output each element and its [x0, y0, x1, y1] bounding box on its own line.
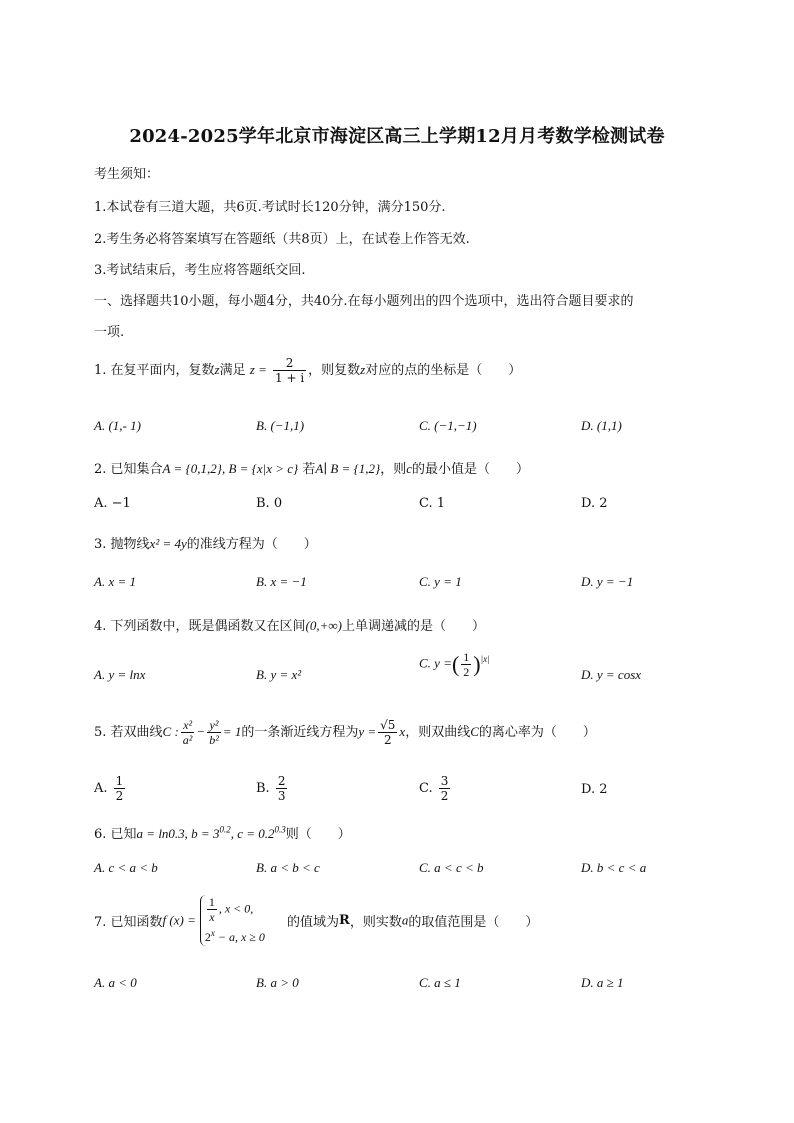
q3-option-a: A. x = 1 — [94, 574, 136, 589]
q4-option-a: A. y = lnx — [94, 667, 146, 682]
page-title: 2024-2025学年北京市海淀区高三上学期12月月考数学检测试卷 — [129, 126, 665, 147]
q1-option-b: B. (−1,1) — [256, 418, 305, 433]
question-2: 2. 已知集合A = {0,1,2}, B = {x|x > c} 若A∣ B = {1,2}，则c的最小值是（ ） — [94, 461, 530, 477]
q6-option-c: C. a < c < b — [419, 860, 484, 875]
q3-option-c: C. y = 1 — [419, 574, 462, 589]
notice-item-3: 3.考试结束后，考生应将答题纸交回. — [94, 263, 306, 278]
q7-option-d: D. a ≥ 1 — [581, 975, 624, 990]
fraction: $\frac{2}{1 + i}$ — [275, 356, 305, 385]
q1-option-d: D. (1,1) — [581, 418, 622, 433]
q3-option-d: D. y = −1 — [581, 574, 634, 589]
q4-option-c: C. y =( $\frac{1}{2}$ )$^{|x|}$ — [419, 650, 490, 679]
q6-option-b: B. a < b < c — [256, 860, 320, 875]
q2-option-d: D. 2 — [581, 496, 608, 511]
piecewise-cases: $\frac{1}{x}$ , x < 0, $2^x - a$, x ≥ 0 — [200, 895, 265, 946]
q2-option-b: B. 0 — [256, 496, 283, 511]
notice-item-2: 2.考生务必将答案填写在答题纸（共8页）上，在试卷上作答无效. — [94, 232, 470, 247]
q5-option-a: A. $\frac{1}{2}$ — [94, 774, 124, 803]
q7-option-a: A. a < 0 — [94, 975, 137, 990]
q5-option-b: B. $\frac{2}{3}$ — [256, 774, 286, 803]
question-5: 5. 若双曲线C : $\frac{\text{x²}}{\text{a²}}$ − $\frac{\text{y²}}{\text{b²}}$ = 1的一条渐近线方程为y = $\frac{√5}{2}$ x，则双曲线C的离心率为（ ） — [94, 718, 596, 747]
notice-heading: 考生须知： — [94, 167, 160, 182]
notice-item-1: 1.本试卷有三道大题，共6页.考试时长120分钟，满分150分. — [94, 200, 446, 215]
question-4: 4. 下列函数中，既是偶函数又在区间(0,+∞)上单调递减的是（ ） — [94, 618, 486, 634]
question-3: 3. 抛物线x² = 4y的准线方程为（ ） — [94, 536, 317, 552]
q4-option-d: D. y = cosx — [581, 667, 642, 682]
q7-option-c: C. a ≤ 1 — [419, 975, 461, 990]
question-7: 7. 已知函数f (x) = $\frac{1}{x}$ , x < 0, $2^x - a$, x ≥ 0 的值域为R，则实数a的取值范围是（ ） — [94, 895, 539, 944]
q1-option-c: C. (−1,−1) — [419, 418, 477, 433]
q6-option-a: A. c < a < b — [94, 860, 158, 875]
question-1: 1. 在复平面内，复数z满足 z = $\frac{2}{1 + i}$ ，则复数z对应的点的坐标是（ ） — [94, 356, 522, 385]
q2-option-a: A. −1 — [94, 496, 131, 511]
q4-option-b: B. y = x² — [256, 667, 302, 682]
q7-option-b: B. a > 0 — [256, 975, 299, 990]
q6-option-d: D. b < c < a — [581, 860, 647, 875]
q2-option-c: C. 1 — [419, 496, 446, 511]
section1-instructions-cont: 一项. — [94, 325, 125, 340]
q5-option-d: D. 2 — [581, 782, 608, 797]
question-6: 6. 已知a = ln0.3, $b = 3^{0.2}$, $c = 0.2^{0.3}$则（ ） — [94, 824, 351, 842]
q5-option-c: C. $\frac{3}{2}$ — [419, 774, 449, 803]
q3-option-b: B. x = −1 — [256, 574, 307, 589]
section1-instructions: 一、选择题共10小题，每小题4分，共40分.在每小题列出的四个选项中，选出符合题目要求的 — [94, 294, 634, 309]
q1-option-a: A. (1,‑ 1) — [94, 418, 141, 433]
